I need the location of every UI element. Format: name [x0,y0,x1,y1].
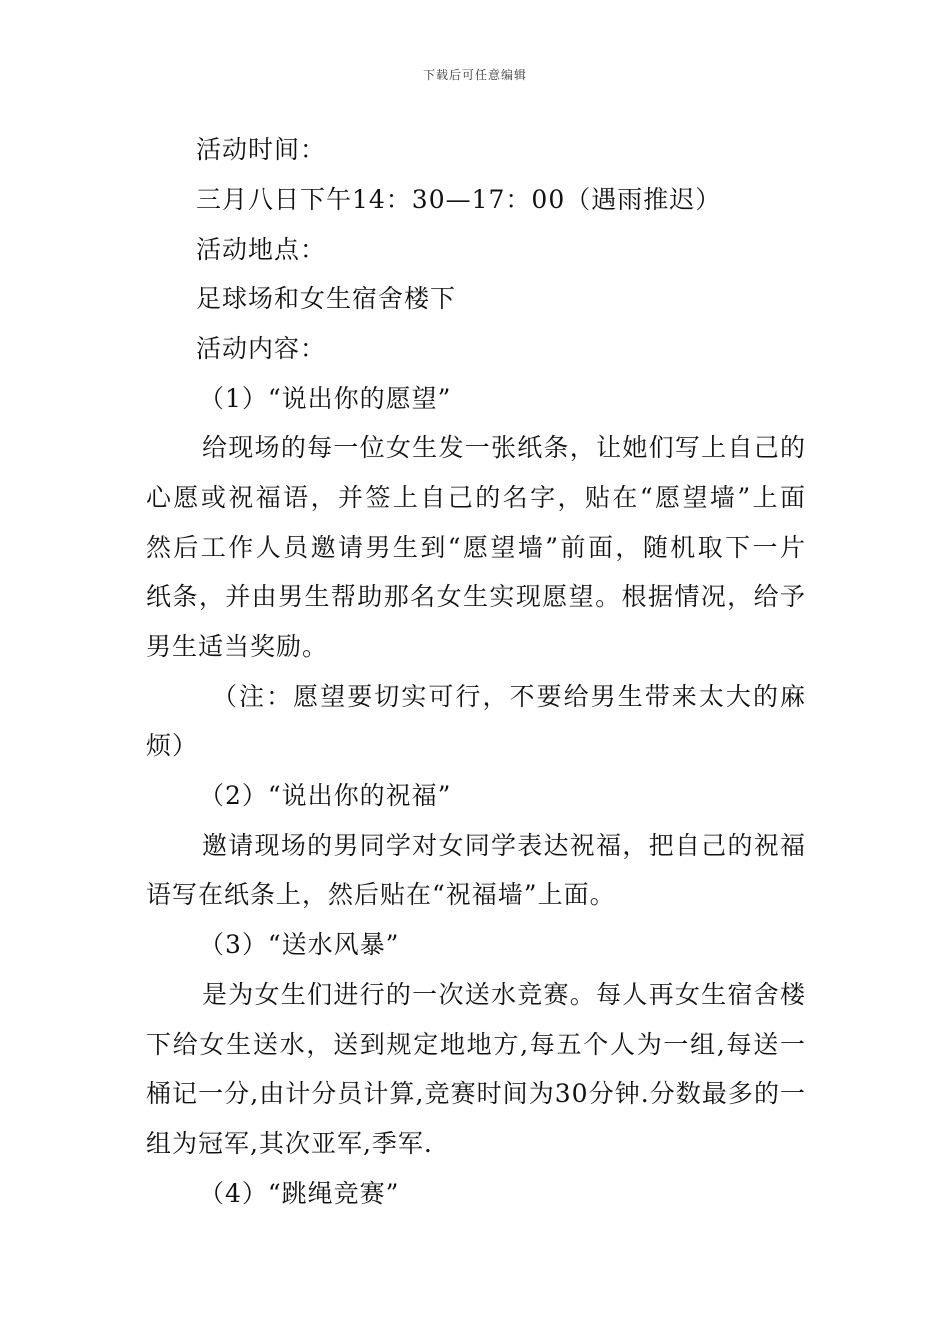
paragraph-line: 桶记一分,由计分员计算,竞赛时间为30分钟.分数最多的一 [146,1079,806,1108]
activity-place-value: 足球场和女生宿舍楼下 [196,284,457,313]
activity-place-label: 活动地点： [196,235,327,264]
item-1-heading: （1）“说出你的愿望” [199,384,452,413]
paragraph-line: 组为冠军,其次亚军,季军. [146,1129,433,1158]
activity-content-label: 活动内容： [196,334,327,363]
paragraph-line: 语写在纸条上，然后贴在“祝福墙”上面。 [146,880,616,909]
paragraph-line: 纸条，并由男生帮助那名女生实现愿望。根据情况，给予 [146,582,806,611]
item-4-heading: （4）“跳绳竞赛” [199,1179,400,1208]
note-line: 烦） [146,731,199,760]
paragraph-line: 给现场的每一位女生发一张纸条，让她们写上自己的 [202,433,806,462]
activity-time-label: 活动时间： [196,135,327,164]
note-line: （注：愿望要切实可行，不要给男生带来太大的麻 [212,682,806,711]
item-2-heading: （2）“说出你的祝福” [199,781,452,810]
paragraph-line: 下给女生送水，送到规定地地方,每五个人为一组,每送一 [146,1030,806,1059]
paragraph-line: 然后工作人员邀请男生到“愿望墙”前面，随机取下一片 [146,533,806,562]
paragraph-line: 心愿或祝福语，并签上自己的名字，贴在“愿望墙”上面 [146,483,806,512]
page-header: 下载后可任意编辑 [422,68,527,82]
item-3-heading: （3）“送水风暴” [199,930,400,959]
paragraph-line: 是为女生们进行的一次送水竞赛。每人再女生宿舍楼 [202,980,806,1009]
paragraph-line: 男生适当奖励。 [146,632,329,661]
paragraph-line: 邀请现场的男同学对女同学表达祝福，把自己的祝福 [202,831,806,860]
activity-time-value: 三月八日下午14：30—17：00（遇雨推迟） [196,185,722,214]
